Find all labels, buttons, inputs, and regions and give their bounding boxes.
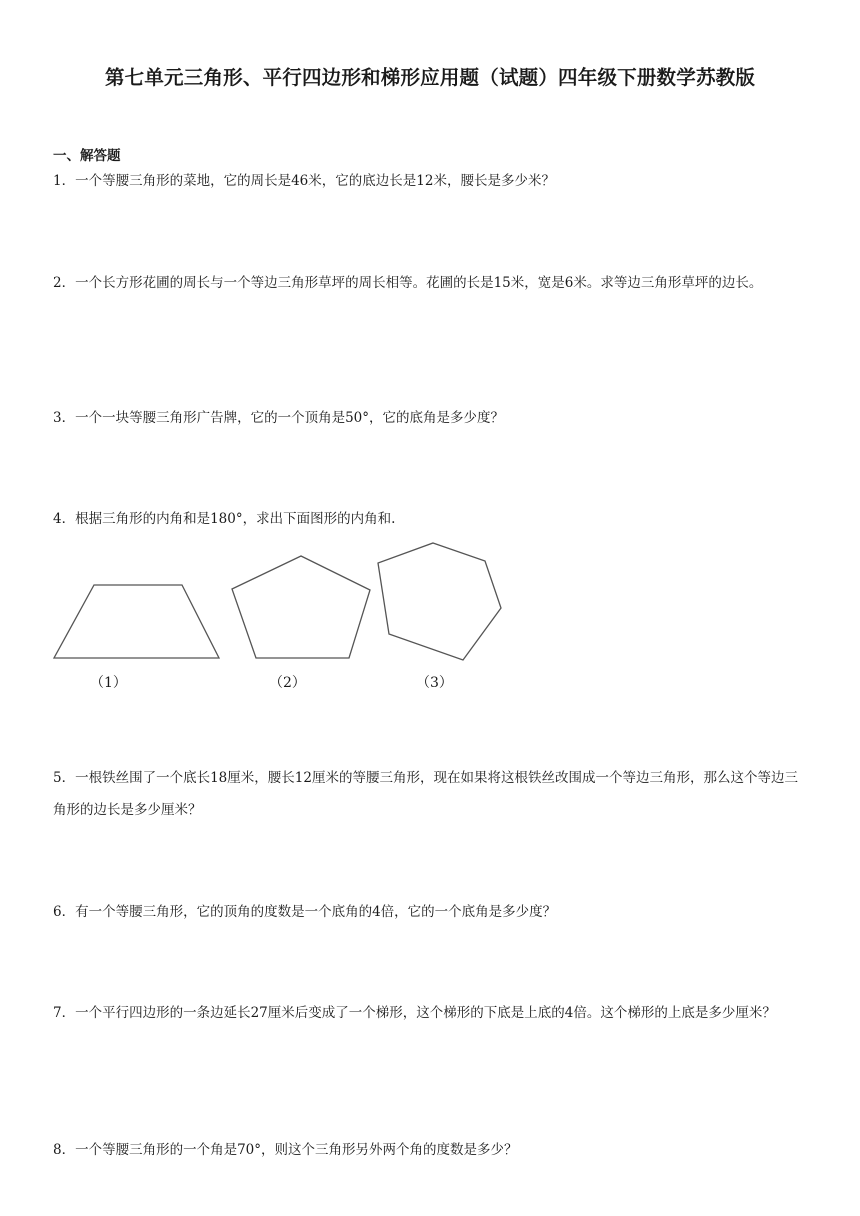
question-4	[53, 503, 810, 535]
question-number: 4．	[53, 511, 76, 527]
question-text: 一个等腰三角形的菜地，它的周长是46米，它的底边长是12米，腰长是多少米？	[75, 173, 555, 189]
figure-label-3: （3）	[416, 675, 453, 691]
question-3	[53, 402, 810, 434]
question-number: 7．	[53, 1005, 76, 1021]
question-8	[53, 1134, 810, 1166]
pentagon-figure	[232, 556, 370, 658]
figure-label-1: （1）	[90, 675, 127, 691]
question-number: 6．	[53, 904, 76, 920]
question-text: 一个平行四边形的一条边延长27厘米后变成了一个梯形，这个梯形的下底是上底的4倍。这个梯形的上底是多少厘米？	[75, 1005, 776, 1021]
question-text: 一根铁丝围了一个底长18厘米，腰长12厘米的等腰三角形，现在如果将这根铁丝改围成一个等边三角形，那么这个等边三角形的边长是多少厘米？	[53, 770, 798, 818]
question-number: 3．	[53, 410, 76, 426]
question-7	[53, 997, 810, 1029]
question-text: 有一个等腰三角形，它的顶角的度数是一个底角的4倍，它的一个底角是多少度？	[75, 904, 557, 920]
question-5	[53, 762, 810, 826]
question-number: 2．	[53, 275, 76, 291]
question-6	[53, 896, 810, 928]
question-2	[53, 267, 810, 299]
question-1	[53, 165, 810, 197]
section-heading: 一、解答题	[53, 148, 121, 164]
question-number: 1．	[53, 173, 76, 189]
hexagon-figure	[378, 543, 501, 660]
polygon-figures	[48, 538, 508, 664]
question-number: 8．	[53, 1142, 76, 1158]
trapezoid-figure	[54, 585, 219, 658]
question-text: 一个一块等腰三角形广告牌，它的一个顶角是50°，它的底角是多少度？	[75, 410, 505, 426]
figure-label-2: （2）	[269, 675, 306, 691]
question-number: 5．	[53, 770, 76, 786]
question-text: 一个等腰三角形的一个角是70°，则这个三角形另外两个角的度数是多少？	[75, 1142, 518, 1158]
document-title: 第七单元三角形、平行四边形和梯形应用题（试题）四年级下册数学苏教版	[104, 66, 756, 89]
question-text: 一个长方形花圃的周长与一个等边三角形草坪的周长相等。花圃的长是15米，宽是6米。求等边三角形草坪的边长。	[75, 275, 763, 291]
question-text: 根据三角形的内角和是180°，求出下面图形的内角和.	[75, 511, 396, 527]
